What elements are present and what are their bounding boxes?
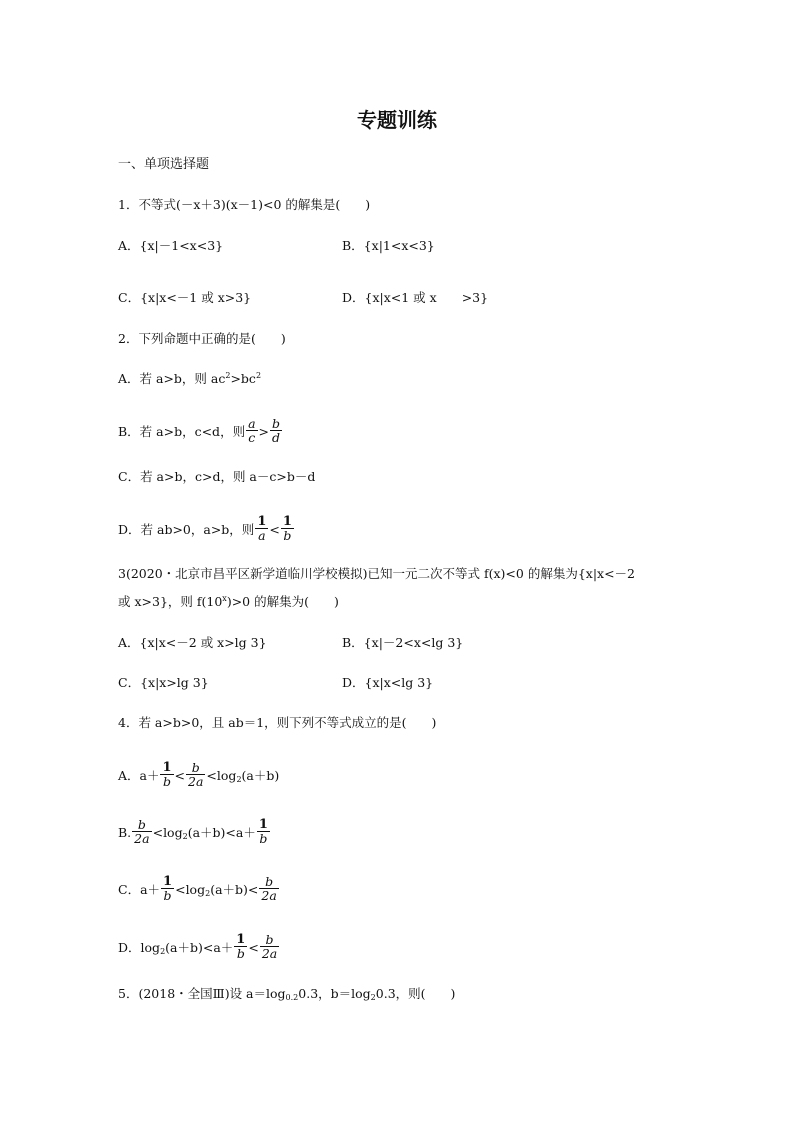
fraction-numerator: a [248,416,256,431]
question-1-option-b: B．{x|1<x<3} [342,238,435,253]
text-segment: 0.3，则( ) [375,986,456,1001]
text-segment: (a＋b)<a＋ [165,940,234,955]
text-segment: A．若 a>b，则 ac [118,371,226,386]
fraction [246,417,257,444]
subscript: 2 [205,889,211,898]
subscript: 2 [160,947,166,956]
fraction-denominator: 2a [261,946,278,961]
fraction-numerator: 1 [257,514,267,529]
text-segment: B. [118,825,132,840]
question-2-option-c: C．若 a>b，c>d，则 a－c>b－d [118,469,316,484]
subscript: 2 [236,775,242,784]
fraction [255,515,268,542]
text-segment: 0.3，b＝log [298,986,371,1001]
text-segment: < [152,825,164,840]
fraction-denominator: b [163,774,172,789]
fraction [260,933,279,960]
question-3-option-b: B．{x|－2<x<lg 3} [342,635,464,650]
question-2-option-d [118,514,295,544]
text-segment: B．若 a>b，c<d，则 [118,424,246,439]
text-segment: (a＋b) [241,768,280,783]
fraction-numerator: b [259,875,278,889]
fraction-denominator: b [259,831,268,846]
question-3-option-c: C．{x|x>lg 3} [118,675,209,690]
text-segment: < [269,522,280,537]
question-2-stem: 2．下列命题中正确的是( ) [118,331,286,346]
fraction [259,875,278,902]
question-4-option-b [118,817,271,847]
superscript: x [222,594,227,603]
fraction [132,818,151,845]
question-3-option-d: D．{x|x<lg 3} [342,675,434,690]
question-1-stem: 1．不等式(－x＋3)(x－1)<0 的解集是( ) [118,197,371,212]
question-4-option-a [118,760,280,790]
question-4-stem: 4．若 a>b>0，且 ab＝1，则下列不等式成立的是( ) [118,715,437,730]
question-5-stem [118,984,455,1004]
text-segment: 5．(2018・全国Ⅲ)设 a＝log [118,986,286,1001]
text-segment: D．log [118,940,161,955]
text-segment: C．a＋ [118,882,161,897]
fraction-numerator: 1 [258,817,268,832]
text-segment: < [225,825,236,840]
text-segment: >bc [230,371,256,386]
fraction-denominator: b [236,946,245,961]
fraction-numerator: 1 [282,514,292,529]
text-segment: < [248,940,259,955]
subscript: 0.2 [285,993,299,1002]
fraction-denominator: b [283,528,292,543]
text-segment: > [258,424,270,439]
text-segment: 或 x>3}，则 f(10 [118,594,223,609]
fraction-numerator: b [132,818,151,832]
fraction-numerator: b [272,416,281,431]
fraction-numerator: b [186,761,205,775]
question-1-option-d: D．{x|x<1 或 x >3} [342,290,489,305]
fraction [186,761,205,788]
fraction [161,875,174,902]
text-segment: A．a＋ [118,768,160,783]
fraction-numerator: 1 [163,874,173,889]
question-3-option-a: A．{x|x<－2 或 x>lg 3} [118,635,267,650]
question-4-option-d [118,932,280,962]
fraction-denominator: c [248,430,256,445]
subscript: 2 [370,993,376,1002]
fraction-denominator: 2a [261,888,277,903]
text-segment: log [216,768,237,783]
fraction-denominator: d [272,430,281,445]
question-1-option-c: C．{x|x<－1 或 x>3} [118,290,252,305]
text-segment: < [175,882,186,897]
text-segment: D．若 ab>0，a>b，则 [118,522,255,537]
fraction-denominator: 2a [134,831,150,846]
text-segment: log [185,882,206,897]
page-title: 专题训练 [357,108,437,132]
fraction-numerator: 1 [236,932,246,947]
fraction [270,417,282,444]
superscript: 2 [225,371,231,380]
question-2-option-a [118,369,261,389]
fraction-denominator: 2a [188,774,204,789]
fraction-denominator: a [258,528,266,543]
question-4-option-c [118,874,280,904]
superscript: 2 [255,371,262,380]
question-3-stem-line-1: 3(2020・北京市昌平区新学道临川学校模拟)已知一元二次不等式 f(x)<0 的解集为{x|x<－2 [118,566,636,581]
text-segment: log [163,825,183,840]
text-segment: a＋ [235,825,256,840]
question-2-option-b [118,416,283,446]
subscript: 2 [182,832,188,841]
text-segment: (a＋b) [210,882,248,897]
text-segment: < [206,768,217,783]
question-1-option-a: A．{x|－1<x<3} [118,238,224,253]
text-segment: )>0 的解集为( ) [226,594,339,609]
fraction [257,818,270,845]
fraction [160,761,173,788]
section-heading: 一、单项选择题 [118,157,210,172]
fraction-denominator: b [163,888,172,903]
fraction-numerator: 1 [162,760,172,775]
fraction [281,515,294,542]
text-segment: < [174,768,186,783]
fraction [234,933,247,960]
text-segment: (a＋b) [187,825,226,840]
fraction-numerator: b [260,933,279,947]
question-3-stem-line-2 [118,592,339,612]
text-segment: < [247,882,259,897]
